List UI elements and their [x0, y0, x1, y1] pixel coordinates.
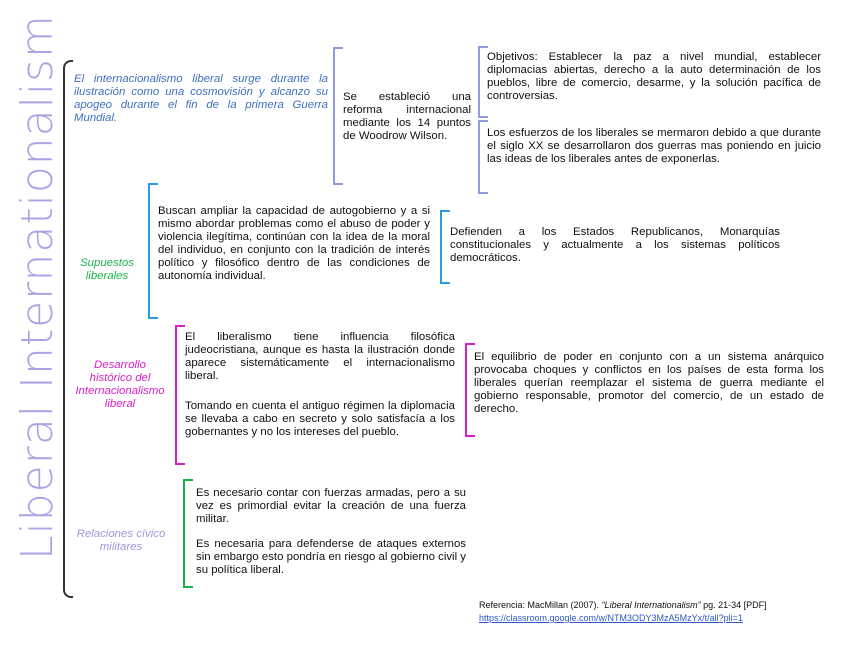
relaciones-bracket [183, 479, 193, 588]
desarrollo-text-1: El liberalismo tiene influencia filosófica judeocristiana, aunque es hasta la ilustración donde aparece sistemáticamente el internacionalismo liberal. [185, 331, 455, 382]
objectives-text: Objetivos: Establecer la paz a nivel mundial, establecer diplomacias abiertas, derecho a la auto determinación de los pueblos, libre de comercio, desarme, y la solución pacífica de controversias. [487, 51, 821, 102]
efforts-text: Los esfuerzos de los liberales se mermaron debido a que durante el siglo XX se desarrollaron dos guerras mas poniendo en juicio las ideas de los liberales antes de exponerlas. [487, 127, 821, 165]
supuestos-bracket [148, 183, 158, 319]
relaciones-text-1: Es necesario contar con fuerzas armadas, pero a su vez es primordial evitar la creación de una fuerza militar. [196, 487, 466, 525]
relaciones-label: Relaciones cívico militares [76, 528, 166, 553]
reference-work: “Liberal Internationalism” [601, 600, 701, 610]
reference-link[interactable]: https://classroom.google.com/w/NTM3ODY3MzA5MzYx/t/all?pli=1 [479, 613, 743, 623]
reference-prefix: Referencia: MacMillan (2007). [479, 600, 602, 610]
main-bracket [63, 60, 73, 598]
reference [479, 600, 839, 623]
relaciones-text-2: Es necesaria para defenderse de ataques externos sin embargo esto pondría en riesgo al gobierno civil y su política liberal. [196, 538, 466, 576]
main-title: Liberal Internationalism [12, 14, 63, 560]
desarrollo-label: Desarrollo histórico del Internacionalismo liberal [75, 359, 165, 410]
desarrollo-bracket [175, 325, 185, 465]
reform-text: Se estableció una reforma internacional mediante los 14 puntos de Woodrow Wilson. [343, 91, 471, 142]
desarrollo-text-2: Tomando en cuenta el antiguo régimen la diplomacia se llevaba a cabo en secreto y solo satisfacía a los gobernantes y no los intereses del pueblo. [185, 400, 455, 438]
reference-line [479, 600, 839, 610]
supuestos-detail-text: Defienden a los Estados Republicanos, Monarquías constitucionales y actualmente a los sistemas políticos democráticos. [450, 226, 780, 264]
reference-suffix: pg. 21-34 [PDF] [700, 600, 767, 610]
intro-text: El internacionalismo liberal surge durante la ilustración como una cosmovisión y alcanzo su apogeo durante el fin de la primera Guerra Mundial. [74, 73, 328, 124]
reform-bracket [333, 47, 343, 185]
supuestos-text: Buscan ampliar la capacidad de autogobierno y a si mismo abordar problemas como el abuso de poder y violencia ilegítima, continúan con la idea de la moral del individuo, en conjunto con la tradición de interés político y filosófico dentro de las condiciones de autonomía individual. [158, 205, 430, 282]
desarrollo-detail-text: El equilibrio de poder en conjunto con a un sistema anárquico provocaba choques y conflictos en los países de esta forma los liberales querían reemplazar el sistema de guerra mediante el gobierno responsable, promotor del comercio, de un estado de derecho. [474, 351, 824, 415]
supuestos-label: Supuestos liberales [80, 257, 134, 282]
supuestos-detail-bracket [440, 210, 450, 284]
